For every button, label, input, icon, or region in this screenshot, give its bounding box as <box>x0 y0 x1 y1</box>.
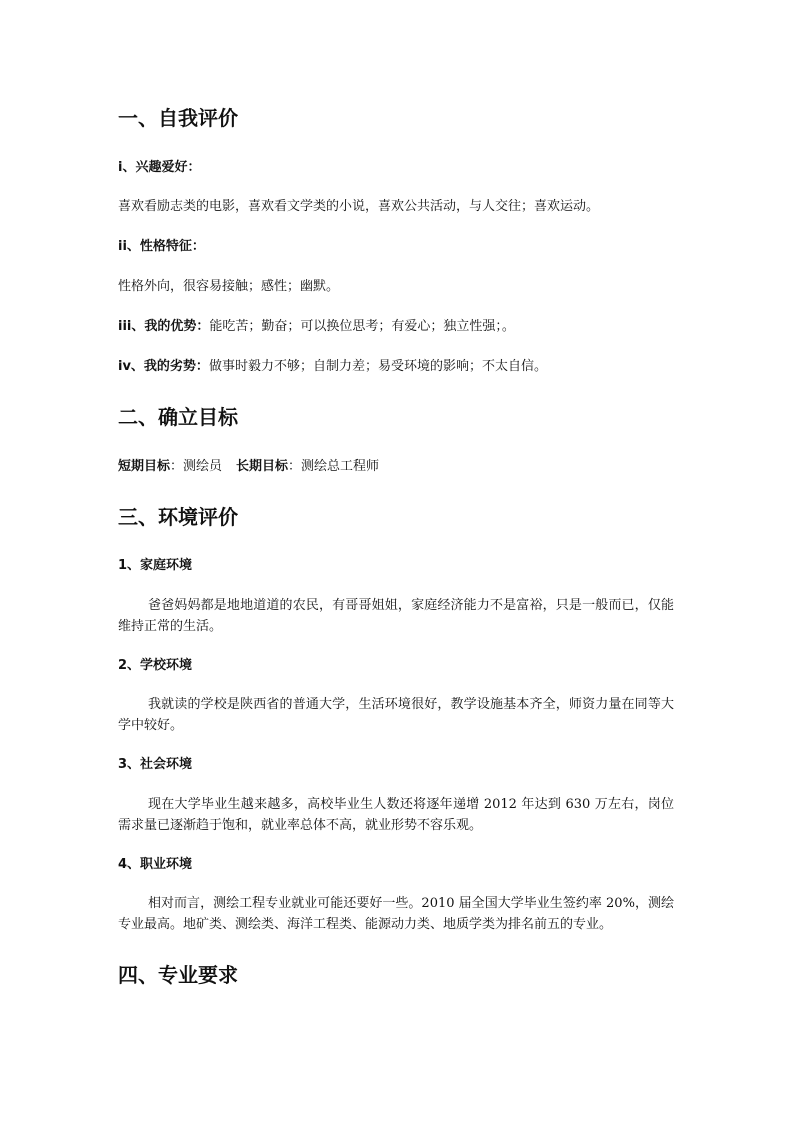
section-heading-environment: 三、环境评价 <box>118 505 238 529</box>
strengths-label: iii、我的优势： <box>118 319 210 334</box>
long-term-goal-text: ：测绘总工程师 <box>288 459 380 474</box>
goals-line <box>118 456 674 477</box>
society-environment-text: 现在大学毕业生越来越多，高校毕业生人数还将逐年递增 2012 年达到 630 万左右，岗位需求量已逐渐趋于饱和，就业率总体不高，就业形势不容乐观。 <box>118 797 674 833</box>
strengths-line <box>118 316 674 337</box>
weaknesses-label: iv、我的劣势： <box>118 359 209 374</box>
short-term-goal-label: 短期目标 <box>118 459 171 474</box>
family-environment-text: 爸爸妈妈都是地地道道的农民，有哥哥姐姐，家庭经济能力不是富裕，只是一般而已，仅能维持正常的生活。 <box>118 598 674 634</box>
career-environment-heading: 4、职业环境 <box>118 857 193 872</box>
section-heading-major-requirements: 四、专业要求 <box>118 963 238 987</box>
personality-label: ii、性格特征： <box>118 239 205 254</box>
long-term-goal-label: 长期目标 <box>236 459 289 474</box>
section-heading-self-evaluation: 一、自我评价 <box>118 106 238 130</box>
society-environment-heading: 3、社会环境 <box>118 757 193 772</box>
interests-text: 喜欢看励志类的电影，喜欢看文学类的小说，喜欢公共活动，与人交往；喜欢运动。 <box>118 199 600 214</box>
school-environment-heading: 2、学校环境 <box>118 658 193 673</box>
career-environment-text: 相对而言，测绘工程专业就业可能还要好一些。2010 届全国大学毕业生签约率 20%，测绘专业最高。地矿类、测绘类、海洋工程类、能源动力类、地质学类为排名前五的专业。 <box>118 896 674 932</box>
weaknesses-text: 做事时毅力不够；自制力差；易受环境的影响；不太自信。 <box>208 359 547 374</box>
personality-text: 性格外向，很容易接触；感性；幽默。 <box>118 279 340 294</box>
strengths-text: 能吃苦；勤奋；可以换位思考；有爱心；独立性强；。 <box>209 319 515 334</box>
weaknesses-line <box>118 356 674 377</box>
school-environment-text: 我就读的学校是陕西省的普通大学，生活环境很好，教学设施基本齐全，师资力量在同等大学中较好。 <box>118 697 674 733</box>
interests-label: i、兴趣爱好： <box>118 160 201 175</box>
family-environment-heading: 1、家庭环境 <box>118 558 193 573</box>
short-term-goal-text: ：测绘员 <box>170 459 223 474</box>
section-heading-goals: 二、确立目标 <box>118 405 238 429</box>
